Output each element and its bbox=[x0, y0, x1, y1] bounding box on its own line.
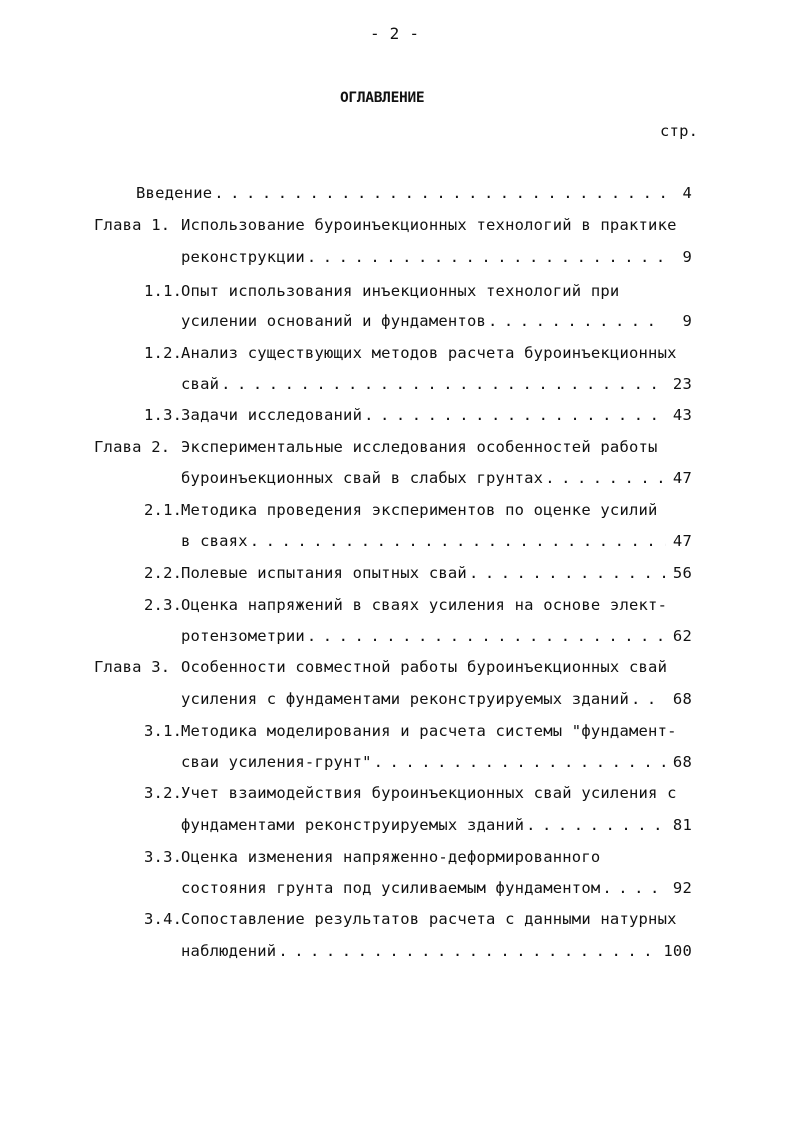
leader-dots bbox=[488, 310, 666, 332]
toc-entry-section-1-2[interactable] bbox=[181, 373, 692, 395]
toc-entry-section-2-3[interactable] bbox=[181, 625, 692, 647]
section-title-line: в сваях bbox=[181, 532, 248, 550]
leader-dots bbox=[374, 751, 666, 773]
chapter-title-line[interactable]: Экспериментальные исследования особенностей работы bbox=[181, 438, 658, 456]
toc-entry-section-2-2[interactable] bbox=[181, 562, 692, 584]
toc-page-number: 68 bbox=[672, 690, 692, 708]
leader-dots bbox=[469, 562, 666, 584]
toc-entry-section-3-3[interactable] bbox=[181, 877, 692, 899]
page-column-label: стр. bbox=[660, 122, 699, 140]
chapter-title-line: буроинъекционных свай в слабых грунтах bbox=[181, 469, 544, 487]
section-number: 1.1. bbox=[144, 282, 183, 300]
page-number: - 2 - bbox=[370, 24, 420, 43]
section-number: 1.2. bbox=[144, 344, 183, 362]
leader-dots bbox=[221, 373, 666, 395]
toc-page-number: 62 bbox=[672, 627, 692, 645]
leader-dots bbox=[545, 467, 666, 489]
section-number: 2.2. bbox=[144, 564, 183, 582]
section-number: 3.1. bbox=[144, 722, 183, 740]
toc-page-number: 43 bbox=[672, 406, 692, 424]
toc-page-number: 47 bbox=[672, 469, 692, 487]
toc-entry-section-1-1[interactable] bbox=[181, 310, 692, 332]
toc-entry-chapter-3[interactable] bbox=[181, 688, 692, 710]
section-title-line[interactable]: Сопоставление результатов расчета с данными натурных bbox=[181, 910, 677, 928]
leader-dots bbox=[214, 182, 666, 204]
section-title-line: сваи усиления-грунт" bbox=[181, 753, 372, 771]
section-title-line: Задачи исследований bbox=[181, 406, 363, 424]
section-number: 1.3. bbox=[144, 406, 183, 424]
toc-page-number: 23 bbox=[672, 375, 692, 393]
leader-dots bbox=[631, 688, 666, 710]
toc-entry-section-3-2[interactable] bbox=[181, 814, 692, 836]
leader-dots bbox=[307, 625, 666, 647]
section-title-line: свай bbox=[181, 375, 220, 393]
section-number: 3.2. bbox=[144, 784, 183, 802]
chapter-title-line[interactable]: Использование буроинъекционных технологий в практике bbox=[181, 216, 677, 234]
section-number: 3.4. bbox=[144, 910, 183, 928]
section-title-line: состояния грунта под усиливаемым фундаментом bbox=[181, 879, 601, 897]
chapter-title-line: реконструкции bbox=[181, 248, 305, 266]
toc-page-number: 9 bbox=[682, 248, 692, 266]
toc-page-number: 47 bbox=[672, 532, 692, 550]
section-number: 3.3. bbox=[144, 848, 183, 866]
section-title-line[interactable]: Оценка изменения напряженно-деформированного bbox=[181, 848, 601, 866]
toc-page-number: 100 bbox=[663, 942, 692, 960]
leader-dots bbox=[364, 404, 666, 426]
leader-dots bbox=[307, 246, 666, 268]
section-title-line[interactable]: Методика проведения экспериментов по оценке усилий bbox=[181, 501, 658, 519]
toc-entry-text: Введение bbox=[136, 184, 213, 202]
chapter-title-line: усиления с фундаментами реконструируемых зданий bbox=[181, 690, 629, 708]
section-title-line: усилении оснований и фундаментов bbox=[181, 312, 487, 330]
section-title-line[interactable]: Оценка напряжений в сваях усиления на основе элект- bbox=[181, 596, 668, 614]
toc-page-number: 68 bbox=[672, 753, 692, 771]
section-number: 2.3. bbox=[144, 596, 183, 614]
toc-entry-chapter-1[interactable] bbox=[181, 246, 692, 268]
toc-page-number: 56 bbox=[672, 564, 692, 582]
page-title: ОГЛАВЛЕНИЕ bbox=[340, 90, 425, 106]
section-title-line: Полевые испытания опытных свай bbox=[181, 564, 467, 582]
section-title-line[interactable]: Учет взаимодействия буроинъекционных свай усиления с bbox=[181, 784, 677, 802]
toc-entry-section-1-3[interactable] bbox=[181, 404, 692, 426]
toc-page-number: 92 bbox=[672, 879, 692, 897]
section-title-line: фундаментами реконструируемых зданий bbox=[181, 816, 525, 834]
toc-entry-chapter-2[interactable] bbox=[181, 467, 692, 489]
section-title-line[interactable]: Опыт использования инъекционных технологий при bbox=[181, 282, 620, 300]
chapter-label: Глава 3. bbox=[94, 658, 171, 676]
toc-page-number: 4 bbox=[682, 184, 692, 202]
section-title-line: наблюдений bbox=[181, 942, 277, 960]
toc-page-number: 9 bbox=[682, 312, 692, 330]
toc-entry-section-2-1[interactable] bbox=[181, 530, 692, 552]
section-title-line[interactable]: Анализ существующих методов расчета буроинъекционных bbox=[181, 344, 677, 362]
toc-page-number: 81 bbox=[672, 816, 692, 834]
chapter-label: Глава 2. bbox=[94, 438, 171, 456]
section-title-line[interactable]: Методика моделирования и расчета системы "фундамент- bbox=[181, 722, 677, 740]
leader-dots bbox=[250, 530, 666, 552]
leader-dots bbox=[526, 814, 666, 836]
section-title-line: ротензометрии bbox=[181, 627, 305, 645]
toc-entry-section-3-4[interactable] bbox=[181, 940, 692, 962]
leader-dots bbox=[602, 877, 666, 899]
toc-entry-intro[interactable] bbox=[136, 182, 692, 204]
chapter-title-line[interactable]: Особенности совместной работы буроинъекционных свай bbox=[181, 658, 668, 676]
section-number: 2.1. bbox=[144, 501, 183, 519]
leader-dots bbox=[278, 940, 659, 962]
chapter-label: Глава 1. bbox=[94, 216, 171, 234]
toc-entry-section-3-1[interactable] bbox=[181, 751, 692, 773]
